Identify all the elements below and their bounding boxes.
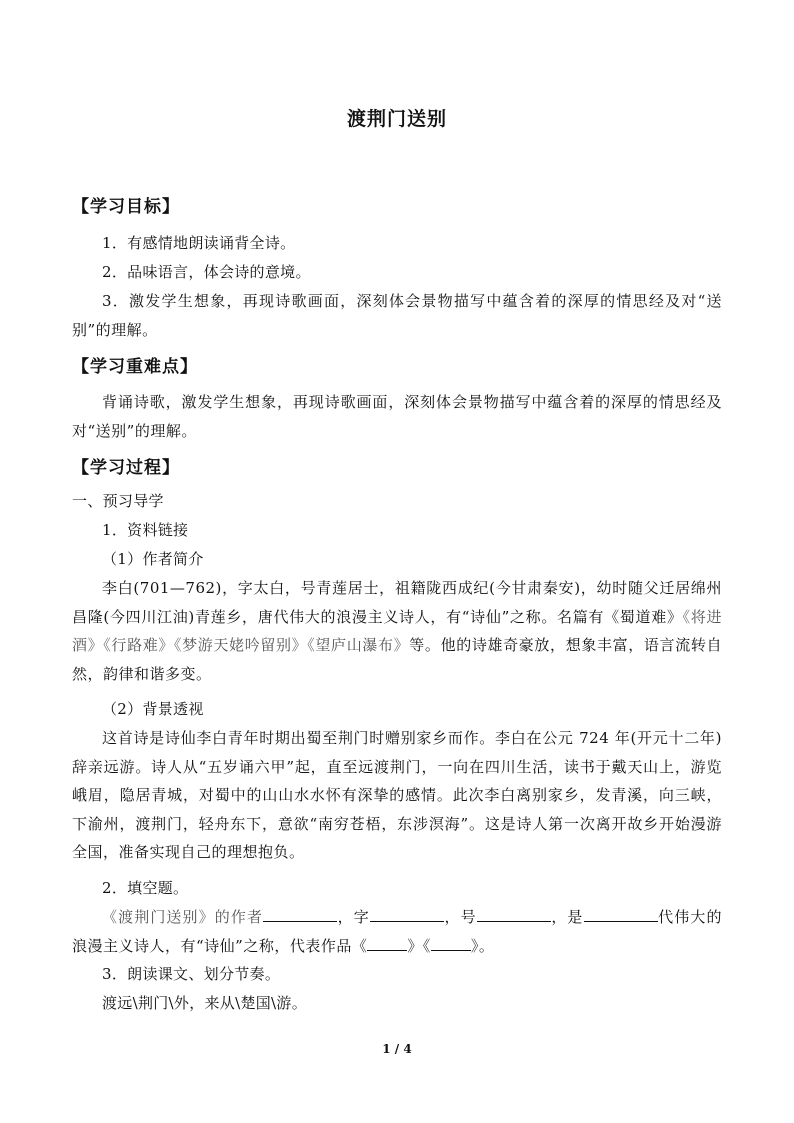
fill-part-2: ，字	[337, 908, 370, 926]
fill-part-1: 《渡荆门送别》的作者	[102, 908, 264, 926]
objective-item-3: 3．激发学生想象，再现诗歌画面，深刻体会景物描写中蕴含着的深厚的情思经及对“送别”的理解。	[72, 292, 722, 339]
background-paragraph: 这首诗是诗仙李白青年时期出蜀至荆门时赠别家乡而作。李白在公元 724 年(开元十二年)辞亲远游。诗人从“五岁诵六甲”起，直至远渡荆门，一向在四川生活，读书于戴天山上，游览峨眉，隐居青城，对蜀中的山山水水怀有深挚的感情。此次李白离别家乡，发青溪，向三峡，下渝州，渡荆门，轻舟东下，意欲“南穷苍梧，东涉溟海”。这是诗人第一次离开故乡开始漫游全国，准备实现自己的理想抱负。	[72, 729, 722, 861]
preview-heading: 一、预习导学	[72, 492, 164, 510]
work-2-blank[interactable]	[431, 934, 471, 951]
pen-name-blank[interactable]	[477, 905, 551, 922]
objective-item-1: 1．有感情地朗读诵背全诗。	[102, 234, 296, 252]
page-title: 渡荆门送别	[346, 108, 447, 130]
fill-blank-item: 2．填空题。	[102, 879, 189, 897]
key-points-heading: 【学习重难点】	[72, 357, 198, 377]
rhythm-line: 渡远\荆门\外，来从\楚国\游。	[102, 994, 308, 1012]
author-intro-paragraph	[72, 574, 722, 688]
reading-item: 3．朗读课文、划分节奏。	[102, 965, 281, 983]
work-1-blank[interactable]	[367, 934, 407, 951]
key-points-text: 背诵诗歌，激发学生想象，再现诗歌画面，深刻体会景物描写中蕴含着的深厚的情思经及对“送别”的理解。	[72, 393, 722, 440]
dynasty-blank[interactable]	[584, 905, 658, 922]
author-intro-works: 《将进酒》《行路难》《梦游天姥吟留别》《望庐山瀑布》	[72, 607, 722, 654]
fill-part-7: 》《	[407, 936, 431, 955]
courtesy-name-blank[interactable]	[370, 905, 444, 922]
background-subheading: （2）背景透视	[102, 700, 204, 718]
author-intro-tail: 等。他的诗雄奇豪放，想象丰富，语言流转自然，韵律和谐多变。	[72, 636, 722, 683]
fill-part-8: 》。	[470, 936, 495, 955]
fill-blank-question	[72, 903, 722, 960]
fill-part-3: ，号	[443, 908, 477, 926]
resource-link-item: 1．资料链接	[102, 521, 189, 539]
author-intro-main: 李白(701—762)，字太白，号青莲居士，祖籍陇西成纪(今甘肃秦安)，幼时随父迁居绵州昌隆(今四川江油)青莲乡，唐代伟大的浪漫主义诗人，有“诗仙”之称。名篇有《蜀道难》	[72, 579, 722, 626]
page-number: 1 / 4	[382, 1042, 412, 1056]
fill-part-4: ，是	[550, 908, 584, 926]
fill-part-5: 代伟	[657, 908, 691, 926]
fill-part-6: 大的浪漫主义诗人，有“诗仙”之称，代表作品《	[72, 908, 722, 955]
author-intro-subheading: （1）作者简介	[102, 550, 204, 568]
process-heading: 【学习过程】	[72, 458, 180, 478]
author-answer-blank[interactable]	[263, 905, 337, 922]
objective-item-2: 2．品味语言，体会诗的意境。	[102, 263, 311, 281]
objectives-heading: 【学习目标】	[72, 197, 180, 217]
